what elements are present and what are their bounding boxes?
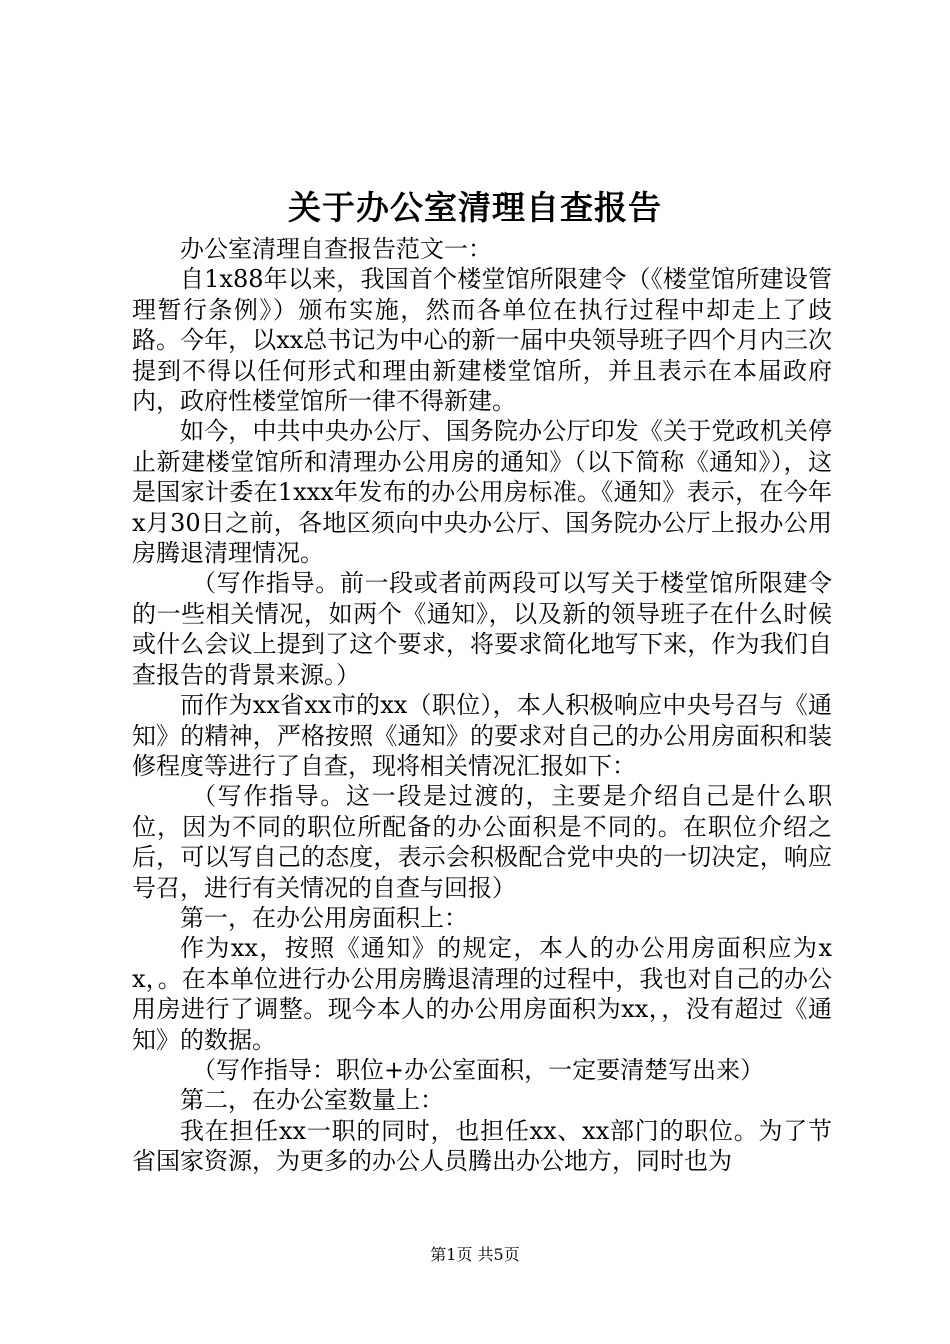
paragraph: 自1x88年以来，我国首个楼堂馆所限建令（《楼堂馆所建设管理暂行条例》）颁布实施，然而各单位在执行过程中却走上了歧路。今年，以xx总书记为中心的新一届中央领导班子四个月内三次提到不得以任何形式和理由新建楼堂馆所，并且表示在本届政府内，政府性楼堂馆所一律不得新建。 bbox=[132, 265, 832, 416]
section-heading: 第一，在办公用房面积上： bbox=[180, 903, 468, 932]
document-title: 关于办公室清理自查报告 bbox=[288, 188, 662, 227]
page-footer: 第1页 共5页 bbox=[430, 1245, 520, 1264]
section-heading: 第二，在办公室数量上： bbox=[180, 1086, 444, 1115]
document-body bbox=[132, 234, 832, 1177]
writing-guide-paragraph: （写作指导：职位+办公室面积，一定要清楚写出来） bbox=[192, 1055, 765, 1084]
writing-guide-paragraph: （写作指导。前一段或者前两段可以写关于楼堂馆所限建令的一些相关情况，如两个《通知》，以及新的领导班子在什么时候或什么会议上提到了这个要求，将要求简化地写下来，作为我们自查报告的背景来源。） bbox=[132, 569, 832, 689]
paragraph: 我在担任xx一职的同时，也担任xx、xx部门的职位。为了节省国家资源，为更多的办公人员腾出办公地方，同时也为 bbox=[132, 1116, 832, 1176]
paragraph: 办公室清理自查报告范文一： bbox=[180, 235, 492, 263]
paragraph: 如今，中共中央办公厅、国务院办公厅印发《关于党政机关停止新建楼堂馆所和清理办公用房的通知》（以下简称《通知》），这是国家计委在1xxx年发布的办公用房标准。《通知》表示，在今年x月30日之前，各地区须向中央办公厅、国务院办公厅上报办公用房腾退清理情况。 bbox=[132, 417, 832, 568]
writing-guide-paragraph: （写作指导。这一段是过渡的，主要是介绍自己是什么职位，因为不同的职位所配备的办公面积是不同的。在职位介绍之后，可以写自己的态度，表示会积极配合党中央的一切决定，响应号召，进行有关情况的自查与回报） bbox=[132, 782, 832, 902]
paragraph: 作为xx，按照《通知》的规定，本人的办公用房面积应为xx，。在本单位进行办公用房腾退清理的过程中，我也对自己的办公用房进行了调整。现今本人的办公用房面积为xx，，没有超过《通知》的数据。 bbox=[132, 934, 832, 1054]
paragraph: 而作为xx省xx市的xx（职位），本人积极响应中央号召与《通知》的精神，严格按照《通知》的要求对自己的办公用房面积和装修程度等进行了自查，现将相关情况汇报如下： bbox=[132, 691, 832, 780]
